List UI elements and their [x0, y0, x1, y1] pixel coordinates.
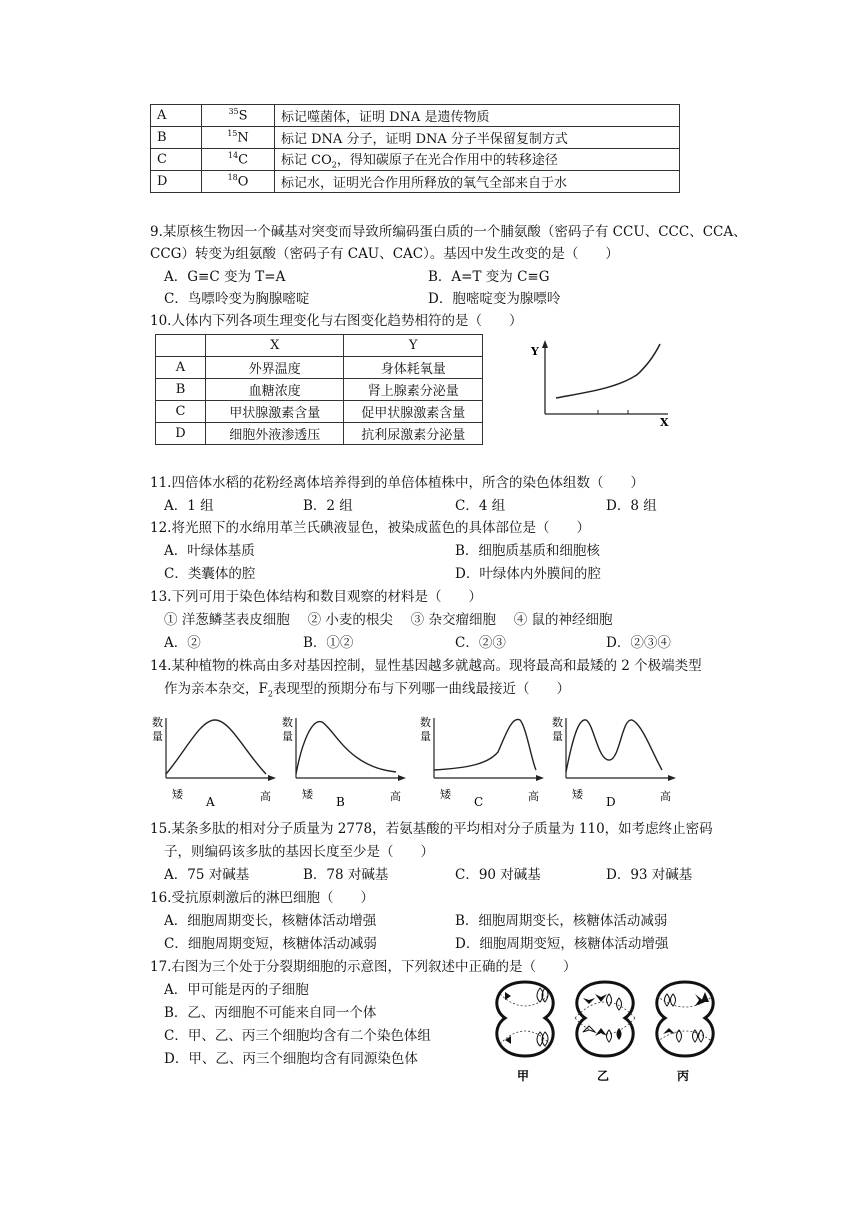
q10-cell-y: 身体耗氧量: [344, 357, 483, 379]
q11-stem: 11.四倍体水稻的花粉经离体培养得到的单倍体植株中，所含的染色体组数（ ）: [150, 475, 644, 491]
q15-option-d: D．93 对碱基: [606, 867, 693, 883]
q9-stem-line1: 9.某原核生物因一个碱基对突变而导致所编码蛋白质的一个脯氨酸（密码子有 CCU、CCC、CCA、: [150, 224, 747, 240]
cell-label-bing: 丙: [677, 1069, 690, 1083]
q10-row: [156, 423, 483, 445]
cell-label-yi: 乙: [597, 1069, 610, 1083]
q10-cell-x: 甲状腺激素含量: [205, 401, 344, 423]
q11-option-a: A．1 组: [164, 498, 214, 514]
q10-cell-letter: D: [156, 423, 206, 445]
q9-option-a: A．G≡C 变为 T=A: [164, 269, 286, 285]
isotope-cell: [202, 105, 275, 127]
q14-stem-line1: 14.某种植物的株高由多对基因控制，显性基因越多就越高。现将最高和最矮的 2 个极端类型: [150, 658, 702, 674]
q10-cell-letter: B: [156, 379, 206, 401]
q13-option-c: C．②③: [455, 635, 506, 651]
q17-stem: 17.右图为三个处于分裂期细胞的示意图，下列叙述中正确的是（ ）: [150, 959, 577, 975]
q12-option-c: C．类囊体的腔: [164, 566, 256, 582]
q13-option-d: D．②③④: [606, 635, 671, 651]
q10-header-row: [156, 335, 483, 357]
x-high-label: 高: [528, 790, 539, 803]
x-low-label: 矮: [172, 788, 183, 801]
element-symbol: O: [237, 174, 249, 190]
x-axis-arrow-icon: [668, 775, 676, 781]
q10-cell-y: Y: [344, 335, 483, 357]
graph-letter: C: [474, 795, 484, 809]
desc-pre: 标记 CO: [281, 153, 332, 169]
q12-option-d: D．叶绿体内外膜间的腔: [455, 566, 601, 582]
row-letter: C: [151, 149, 202, 171]
mass-number: 14: [227, 151, 239, 161]
element-symbol: S: [238, 108, 248, 124]
row-description: 标记噬菌体，证明 DNA 是遗传物质: [275, 105, 680, 127]
q14-line2-post: 表现型的预期分布与下列哪一曲线最接近（ ）: [272, 681, 570, 697]
q10-cell-x: X: [205, 335, 344, 357]
q16-stem: 16.受抗原刺激后的淋巴细胞（ ）: [150, 890, 374, 906]
row-letter: D: [151, 171, 202, 193]
row-description: [275, 149, 680, 171]
q11-option-d: D．8 组: [606, 498, 657, 514]
isotope-row: [151, 127, 680, 149]
x-high-label: 高: [660, 790, 671, 803]
desc-post: ，得知碳原子在光合作用中的转移途径: [336, 153, 558, 169]
q12-stem: 12.将光照下的水绵用革兰氏碘液显色，被染成蓝色的具体部位是（ ）: [150, 520, 590, 536]
q10-row: [156, 379, 483, 401]
distribution-curve: [434, 719, 536, 770]
isotope-cell: [202, 149, 275, 171]
mass-number: 15: [227, 129, 238, 139]
q16-option-c: C．细胞周期变短，核糖体活动减弱: [164, 936, 377, 952]
q10-cell-y: 促甲状腺激素含量: [344, 401, 483, 423]
q14-line2-pre: 作为亲本杂交，F: [164, 681, 268, 697]
q10-row: [156, 401, 483, 423]
q16-option-d: D．细胞周期变短，核糖体活动增强: [455, 936, 669, 952]
x-low-label: 矮: [440, 788, 451, 801]
distribution-curve: [566, 720, 662, 772]
q17-option-a: A．甲可能是丙的子细胞: [164, 982, 309, 998]
q13-option-b: B．①②: [303, 635, 354, 651]
row-letter: B: [151, 127, 202, 149]
x-axis-arrow-icon: [536, 775, 544, 781]
q17-option-c: C．甲、乙、丙三个细胞均含有二个染色体组: [164, 1028, 431, 1044]
graph-x-label: X: [660, 416, 669, 429]
element-symbol: N: [237, 130, 249, 146]
q15-stem-line1: 15.某条多肽的相对分子质量为 2778，若氨基酸的平均相对分子质量为 110，如考虑终止密码: [150, 821, 713, 837]
distribution-curve: [166, 720, 266, 774]
x-high-label: 高: [260, 790, 271, 803]
isotope-cell: [202, 171, 275, 193]
q10-cell-x: 细胞外液渗透压: [205, 423, 344, 445]
distribution-graph-c: [420, 712, 546, 812]
q13-option-a: A．②: [164, 635, 201, 651]
distribution-curve: [296, 722, 396, 774]
q10-cell-y: 肾上腺素分泌量: [344, 379, 483, 401]
q14-stem-line2: [164, 677, 570, 699]
cell-label-jia: 甲: [517, 1069, 530, 1083]
q10-cell-letter: [156, 335, 206, 357]
cell-jia: [497, 982, 553, 1083]
element-symbol: C: [238, 152, 249, 168]
q10-cell-y: 抗利尿激素分泌量: [344, 423, 483, 445]
isotope-row: [151, 171, 680, 193]
row-letter: A: [151, 105, 202, 127]
q17-cells-figure: [485, 976, 715, 1086]
x-axis-arrow-icon: [268, 775, 276, 781]
q10-cell-x: 外界温度: [205, 357, 344, 379]
graph-letter: A: [206, 795, 215, 809]
q11-option-b: B．2 组: [303, 498, 353, 514]
q15-option-b: B．78 对碱基: [303, 867, 389, 883]
y-label-2: 量: [282, 730, 293, 743]
q16-option-a: A．细胞周期变长，核糖体活动增强: [164, 913, 377, 929]
q15-stem-line2: 子，则编码该多肽的基因长度至少是（ ）: [164, 844, 434, 860]
isotope-row: [151, 105, 680, 127]
isotope-cell: [202, 127, 275, 149]
row-description: 标记水，证明光合作用所释放的氧气全部来自于水: [275, 171, 680, 193]
desc-sub: 2: [331, 160, 337, 170]
y-axis-arrow-icon: [542, 340, 548, 348]
x-axis-arrow-icon: [398, 775, 406, 781]
graph-y-label: Y: [531, 345, 539, 358]
q13-items: ① 洋葱鳞茎表皮细胞 ② 小麦的根尖 ③ 杂交瘤细胞 ④ 鼠的神经细胞: [164, 612, 613, 628]
q10-table: [155, 334, 483, 445]
q11-option-c: C．4 组: [455, 498, 506, 514]
q17-option-b: B．乙、丙细胞不可能来自同一个体: [164, 1005, 377, 1021]
y-label-2: 量: [552, 730, 563, 743]
x-high-label: 高: [390, 790, 401, 803]
q9-option-d: D．胞嘧啶变为腺嘌呤: [428, 291, 561, 307]
q10-cell-letter: C: [156, 401, 206, 423]
q12-option-b: B．细胞质基质和细胞核: [455, 543, 600, 559]
q15-option-a: A．75 对碱基: [164, 867, 250, 883]
cell-bing: [657, 982, 713, 1083]
q9-option-c: C．鸟嘌呤变为胸腺嘧啶: [164, 291, 310, 307]
q13-stem: 13.下列可用于染色体结构和数目观察的材料是（ ）: [150, 589, 482, 605]
mass-number: 35: [228, 107, 239, 117]
y-label-1: 数: [152, 716, 163, 729]
y-label-2: 量: [152, 730, 163, 743]
q10-row: [156, 357, 483, 379]
distribution-graph-a: [152, 712, 278, 812]
graph-letter: D: [606, 795, 616, 809]
q16-option-b: B．细胞周期变长，核糖体活动减弱: [455, 913, 668, 929]
graph-letter: B: [336, 795, 345, 809]
q9-stem-line2: CCG）转变为组氨酸（密码子有 CAU、CAC）。基因中发生改变的是（ ）: [150, 246, 619, 262]
row-description: 标记 DNA 分子，证明 DNA 分子半保留复制方式: [275, 127, 680, 149]
isotope-table: [150, 104, 680, 193]
distribution-graph-b: [282, 712, 408, 812]
distribution-graph-d: [552, 712, 678, 812]
cell-yi: [575, 982, 635, 1083]
y-label-2: 量: [420, 730, 431, 743]
y-label-1: 数: [282, 716, 293, 729]
q15-option-c: C．90 对碱基: [455, 867, 541, 883]
q10-graph: [528, 336, 678, 446]
x-low-label: 矮: [302, 788, 313, 801]
q10-stem: 10.人体内下列各项生理变化与右图变化趋势相符的是（ ）: [150, 313, 523, 329]
x-low-label: 矮: [572, 788, 583, 801]
q14-line2-sub: 2: [267, 689, 273, 699]
y-label-1: 数: [420, 716, 431, 729]
q17-option-d: D．甲、乙、丙三个细胞均含有同源染色体: [164, 1051, 418, 1067]
rising-curve: [556, 344, 660, 398]
isotope-row: [151, 149, 680, 171]
q10-cell-x: 血糖浓度: [205, 379, 344, 401]
q12-option-a: A．叶绿体基质: [164, 543, 255, 559]
q9-option-b: B．A=T 变为 C≡G: [428, 269, 550, 285]
y-label-1: 数: [552, 716, 563, 729]
mass-number: 18: [227, 173, 238, 183]
q10-cell-letter: A: [156, 357, 206, 379]
